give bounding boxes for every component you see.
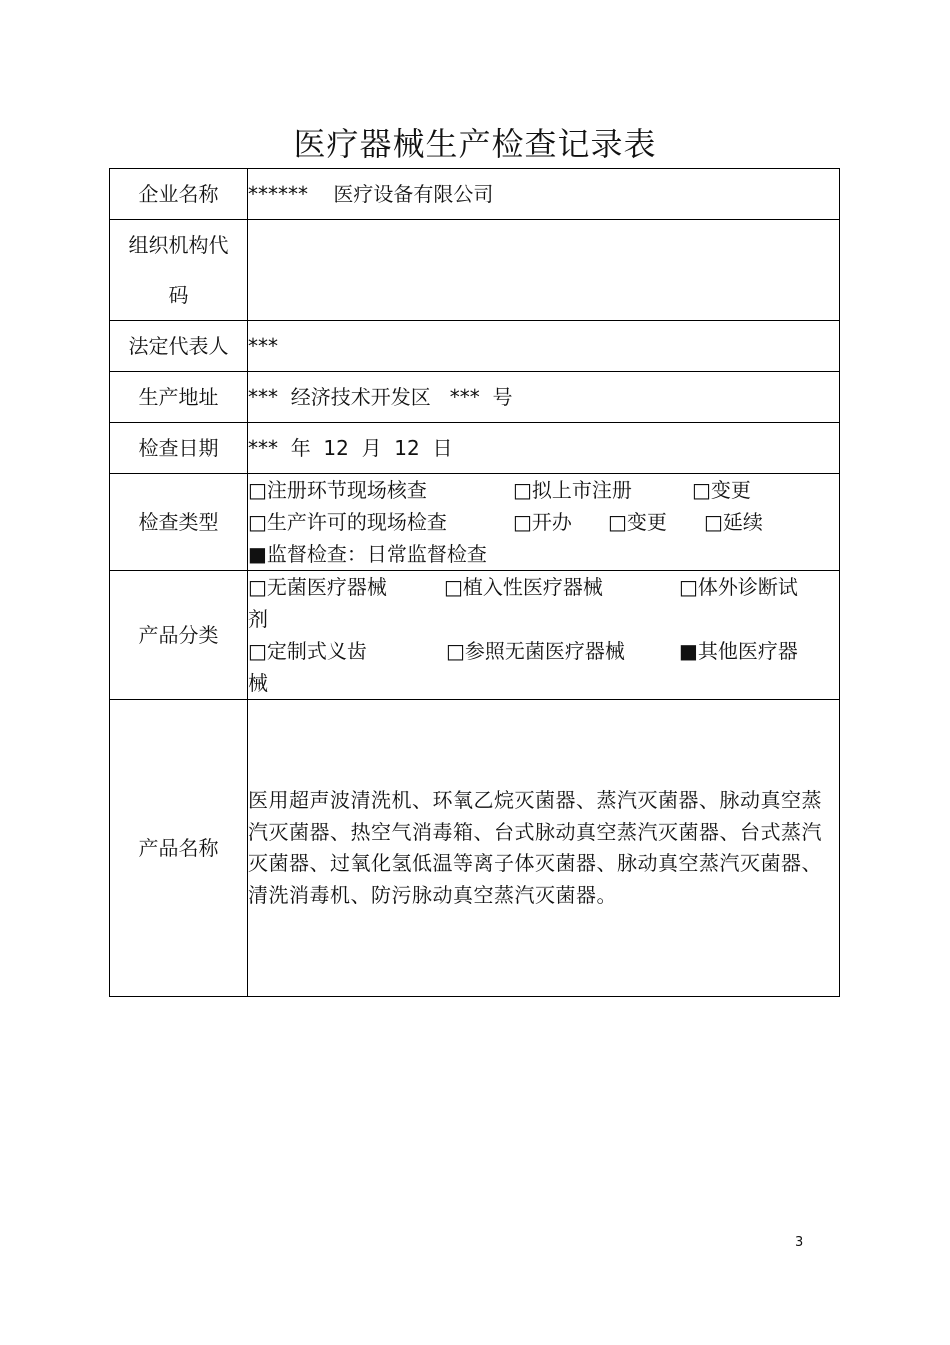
date-value: *** 年 12 月 12 日	[248, 423, 840, 474]
option-reference-sterile: □参照无菌医疗器械	[446, 639, 625, 663]
date-label: 检查日期	[110, 423, 248, 474]
row-inspection-type	[110, 474, 840, 571]
org-code-label	[110, 220, 248, 321]
company-label: 企业名称	[110, 169, 248, 220]
inspection-type-line-3	[248, 538, 839, 570]
option-change-license: □变更	[608, 510, 667, 534]
option-opening: □开办	[513, 510, 572, 534]
row-company	[110, 169, 840, 220]
row-address	[110, 372, 840, 423]
option-pre-market-registration: □拟上市注册	[513, 478, 632, 502]
inspection-type-line-1	[248, 474, 839, 506]
option-other-device: ■其他医疗器	[679, 639, 798, 663]
product-name-value: 医用超声波清洗机、环氧乙烷灭菌器、蒸汽灭菌器、脉动真空蒸汽灭菌器、热空气消毒箱、台式脉动真空蒸汽灭菌器、台式蒸汽灭菌器、过氧化氢低温等离子体灭菌器、脉动真空蒸汽灭菌器、清洗消毒机、防污脉动真空蒸汽灭菌器。	[248, 700, 840, 997]
option-routine-supervision: ■监督检查：日常监督检查	[248, 542, 487, 566]
option-ivd-reagent: □体外诊断试	[679, 575, 798, 599]
row-legal-rep	[110, 321, 840, 372]
option-implantable-device: □植入性医疗器械	[444, 575, 603, 599]
option-ivd-reagent-cont: 剂	[248, 607, 268, 631]
company-value: ****** 医疗设备有限公司	[248, 169, 840, 220]
row-org-code	[110, 220, 840, 321]
address-label: 生产地址	[110, 372, 248, 423]
product-category-line-4	[248, 667, 839, 699]
product-category-label: 产品分类	[110, 571, 248, 700]
option-change-registration: □变更	[692, 478, 751, 502]
option-license-onsite-check: □生产许可的现场检查	[248, 510, 447, 534]
inspection-record-table	[109, 168, 840, 997]
org-code-label-line2: 码	[168, 283, 189, 307]
document-title: 医疗器械生产检查记录表	[293, 125, 657, 163]
product-category-line-1	[248, 571, 839, 603]
option-sterile-device: □无菌医疗器械	[248, 575, 387, 599]
option-registration-onsite-check: □注册环节现场核查	[248, 478, 427, 502]
option-other-device-cont: 械	[248, 671, 268, 695]
product-name-label: 产品名称	[110, 700, 248, 997]
product-category-line-3	[248, 635, 839, 667]
address-value: *** 经济技术开发区 *** 号	[248, 372, 840, 423]
legal-rep-value: ***	[248, 321, 840, 372]
inspection-type-label: 检查类型	[110, 474, 248, 571]
org-code-value	[248, 220, 840, 321]
inspection-type-options	[248, 474, 840, 571]
row-product-name	[110, 700, 840, 997]
product-category-options	[248, 571, 840, 700]
inspection-type-line-2	[248, 506, 839, 538]
row-date	[110, 423, 840, 474]
legal-rep-label: 法定代表人	[110, 321, 248, 372]
product-category-line-2	[248, 603, 839, 635]
option-renewal: □延续	[704, 510, 763, 534]
option-custom-denture: □定制式义齿	[248, 639, 367, 663]
page-number: 3	[795, 1235, 804, 1250]
org-code-label-line1: 组织机构代	[128, 233, 229, 257]
row-product-category	[110, 571, 840, 700]
